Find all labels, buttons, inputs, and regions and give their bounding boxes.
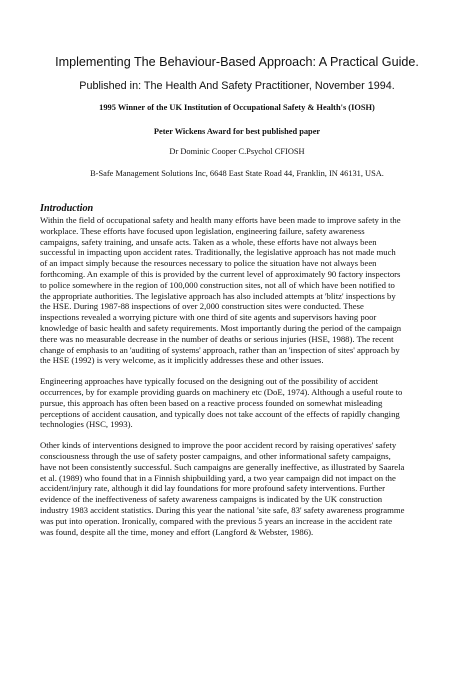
text-line: campaigns, safety training, and unsafe acts. Taken as a whole, these efforts have not always been [40, 236, 377, 247]
paragraph-intro-2 [40, 376, 434, 430]
text-line: there was no measurable decrease in the number of deaths or serious injuries (HSE, 1988). The recent [40, 333, 394, 344]
author-name: Dr Dominic Cooper C.Psychol CFIOSH [169, 147, 305, 156]
text-line: have not been consistently successful. Such campaigns are generally ineffective, as illustrated by Saarela [40, 461, 405, 472]
award-line-2: Peter Wickens Award for best published paper [153, 127, 321, 136]
text-line: accident/injury rate, although it did lay foundations for more profound safety interventions. Further [40, 483, 385, 494]
document-title: Implementing The Behaviour-Based Approach: A Practical Guide. [55, 55, 419, 69]
text-line: the HSE (1992) is very welcome, as it implicitly addresses these and other issues. [40, 355, 324, 366]
text-line: et al. (1989) who found that in a Finnish shipbuilding yard, a two year campaign did not impact on the [40, 472, 396, 483]
text-line: perceptions of accident causation, and typically does not take account of the effects of rapidly changing [40, 408, 400, 419]
text-line: occurrences, by for example providing guards on machinery etc (DoE, 1974). Although a useful route to [40, 386, 403, 397]
text-line: the appropriate authorities. The legislative approach has also included attempts at 'blitz' inspections by [40, 290, 396, 301]
text-line: inspections revealed a worrying picture with one third of site agents and supervisors having poor [40, 312, 377, 323]
text-line: pursue, this approach has often been based on a reactive process founded on somewhat misleading [40, 397, 383, 408]
text-line: of an impact simply because the resources necessary to police the situation have not always been [40, 258, 377, 269]
text-line: was found, despite all the time, money and effort (Langford & Webster, 1986). [40, 526, 314, 537]
text-line: industry 1983 accident statistics. During this year the national 'site safe, 83' safety awareness programme [40, 504, 405, 515]
text-line: change of emphasis to an 'auditing of systems' approach, rather than an 'inspection of sites' approach by [40, 344, 400, 355]
text-line: knowledge of basic health and safety requirements. Most importantly during the period of the campaign [40, 322, 402, 333]
paragraph-intro-1 [40, 215, 434, 366]
text-line: evidence of the ineffectiveness of safety awareness campaigns is indicated by the UK construction [40, 494, 383, 505]
text-line: workplace. These efforts have focused upon legislation, engineering failure, safety awareness [40, 225, 365, 236]
author-affiliation: B-Safe Management Solutions Inc, 6648 East State Road 44, Franklin, IN 46131, USA. [90, 169, 384, 178]
text-line: Engineering approaches have typically focused on the designing out of the possibility of accident [40, 376, 378, 387]
document-page [0, 54, 474, 686]
text-line: the HSE. During 1987-88 inspections of over 2,000 construction sites were conducted. These [40, 301, 364, 312]
award-line-1: 1995 Winner of the UK Institution of Occupational Safety & Health's (IOSH) [99, 103, 375, 112]
paragraph-intro-3 [40, 440, 434, 537]
text-line: technologies (HSC, 1993). [40, 419, 133, 430]
publication-info: Published in: The Health And Safety Practitioner, November 1994. [79, 80, 395, 92]
text-line: to police somewhere in the region of 100,000 construction sites, not all of which have been notified to [40, 279, 395, 290]
text-line: successful in impacting upon accident rates. Traditionally, the legislative approach has not made much [40, 247, 396, 258]
section-heading: Introduction [40, 203, 94, 214]
text-line: consciousness through the use of safety poster campaigns, and other informational safety campaigns, [40, 450, 391, 461]
text-line: was put into operation. Ironically, compared with the previous 5 years an increase in the accident rate [40, 515, 393, 526]
text-line: forthcoming. An example of this is provided by the current level of approximately 90 factory inspectors [40, 268, 401, 279]
text-line: Within the field of occupational safety and health many efforts have been made to improve safety in the [40, 215, 401, 225]
text-line: Other kinds of interventions designed to improve the poor accident record by raising operatives' safety [40, 440, 397, 451]
